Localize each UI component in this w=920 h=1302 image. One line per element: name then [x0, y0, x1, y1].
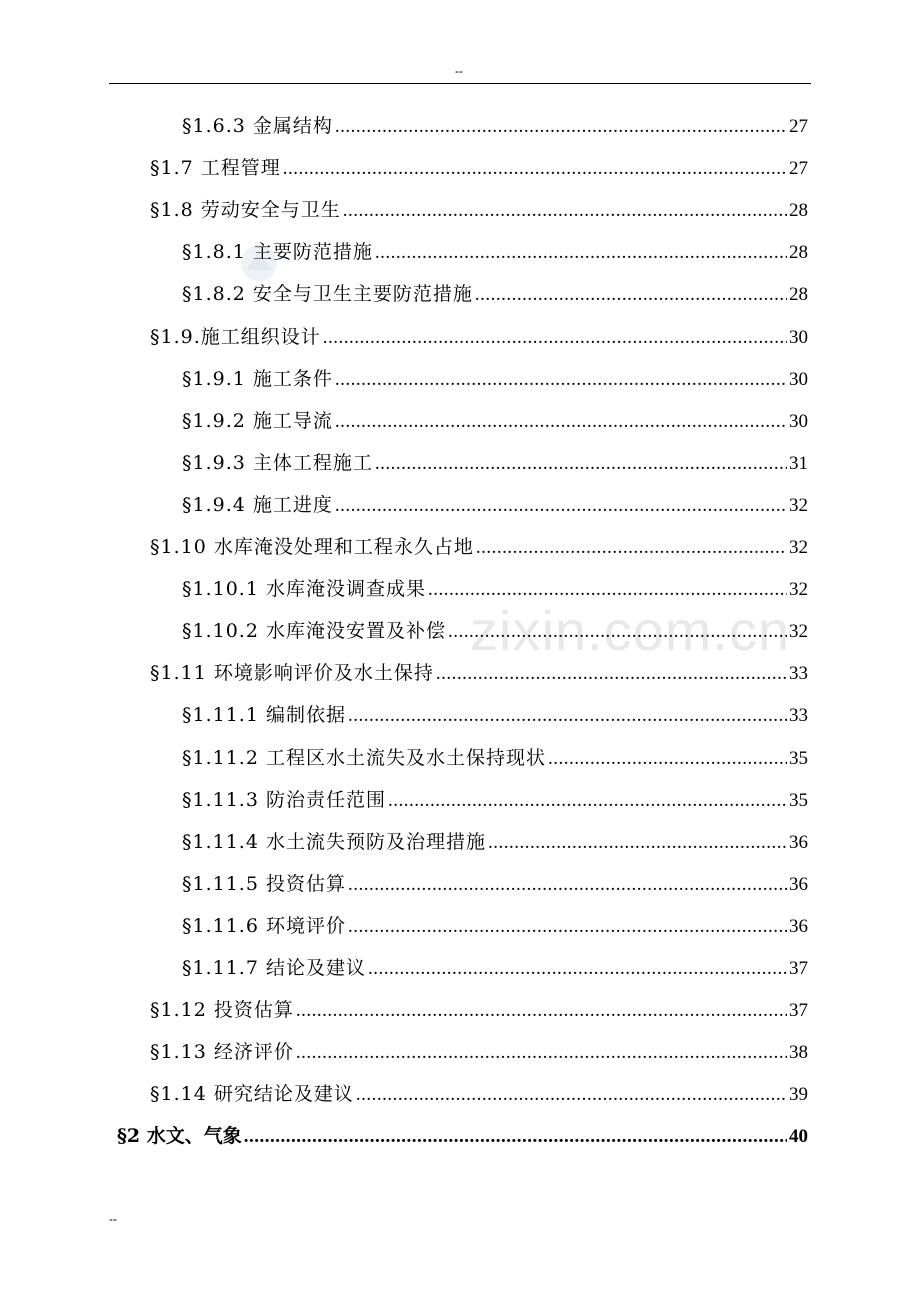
toc-entry-label: §1.13 经济评价	[150, 1041, 294, 1064]
toc-entry[interactable]	[182, 448, 808, 478]
toc-entry-label: §1.9.1 施工条件	[182, 367, 333, 390]
toc-entry-page: 40	[789, 1126, 808, 1148]
toc-entry[interactable]	[150, 322, 808, 352]
toc-entry-label: §2 水文、气象	[117, 1125, 242, 1148]
toc-dot-leader	[283, 154, 787, 184]
toc-entry-page: 30	[789, 326, 808, 348]
toc-entry-page: 32	[789, 537, 808, 558]
toc-dot-leader	[348, 701, 787, 731]
toc-entry-label: §1.9.3 主体工程施工	[182, 451, 373, 474]
toc-entry-page: 30	[789, 410, 808, 432]
toc-entry-page: 27	[789, 116, 808, 137]
toc-dot-leader	[488, 828, 787, 858]
toc-dot-leader	[375, 449, 787, 479]
toc-entry[interactable]	[182, 279, 808, 309]
toc-entry[interactable]	[117, 1121, 808, 1151]
toc-entry-page: 36	[789, 915, 808, 937]
toc-entry-page: 38	[789, 1042, 808, 1064]
toc-entry[interactable]	[182, 700, 808, 730]
toc-dot-leader	[368, 954, 787, 984]
toc-dot-leader	[476, 533, 787, 563]
toc-dot-leader	[323, 323, 787, 353]
toc-dot-leader	[335, 407, 787, 437]
toc-entry[interactable]	[182, 911, 808, 941]
toc-dot-leader	[356, 1080, 787, 1110]
toc-entry[interactable]	[182, 869, 808, 899]
toc-dot-leader	[388, 786, 787, 816]
toc-dot-leader	[296, 996, 787, 1026]
toc-dot-leader	[375, 238, 787, 268]
toc-entry-label: §1.8.1 主要防范措施	[182, 241, 373, 264]
toc-entry-page: 31	[789, 452, 808, 474]
toc-entry-page: 37	[789, 958, 808, 979]
toc-entry-page: 36	[789, 831, 808, 853]
toc-entry-label: §1.9.施工组织设计	[150, 325, 321, 348]
toc-entry-label: §1.11.4 水土流失预防及治理措施	[182, 830, 486, 853]
toc-entry[interactable]	[182, 490, 808, 520]
toc-entry-label: §1.10.2 水库淹没安置及补偿	[182, 620, 446, 643]
toc-entry-label: §1.9.4 施工进度	[182, 493, 333, 516]
footer-mark: --	[109, 1212, 117, 1226]
toc-entry[interactable]	[182, 785, 808, 815]
toc-entry-page: 28	[789, 284, 808, 306]
toc-dot-leader	[335, 491, 787, 521]
toc-entry[interactable]	[150, 532, 808, 562]
toc-dot-leader	[475, 280, 787, 310]
toc-entry[interactable]	[150, 1079, 808, 1109]
toc-dot-leader	[348, 912, 787, 942]
toc-entry-label: §1.12 投资估算	[150, 999, 294, 1022]
toc-entry-page: 32	[789, 579, 808, 601]
toc-entry[interactable]	[182, 827, 808, 857]
toc-entry-label: §1.8.2 安全与卫生主要防范措施	[182, 283, 473, 306]
toc-entry[interactable]	[182, 237, 808, 267]
toc-entry-page: 33	[789, 663, 808, 685]
toc-entry-page: 30	[789, 368, 808, 390]
toc-entry[interactable]	[150, 658, 808, 688]
toc-entry-label: §1.6.3 金属结构	[182, 115, 333, 137]
toc-dot-leader	[296, 1038, 787, 1068]
toc-entry-page: 32	[789, 621, 808, 643]
toc-entry-page: 27	[789, 158, 808, 180]
toc-entry[interactable]	[182, 953, 808, 983]
toc-entry-label: §1.7 工程管理	[150, 157, 281, 180]
toc-entry-page: 28	[789, 242, 808, 264]
toc-entry-label: §1.10.1 水库淹没调查成果	[182, 578, 426, 601]
toc-entry-page: 32	[789, 494, 808, 516]
toc-dot-leader	[448, 617, 787, 647]
toc-entry-label: §1.11.2 工程区水土流失及水土保持现状	[182, 746, 546, 769]
toc-entry-label: §1.10 水库淹没处理和工程永久占地	[150, 536, 474, 558]
toc-entry[interactable]	[182, 574, 808, 604]
header-rule	[109, 83, 811, 84]
toc-entry-label: §1.11.5 投资估算	[182, 872, 346, 895]
toc-entry[interactable]	[182, 406, 808, 436]
toc-entry[interactable]	[182, 616, 808, 646]
toc-entry[interactable]	[150, 195, 808, 225]
toc-dot-leader	[244, 1122, 787, 1152]
toc-entry-page: 35	[789, 789, 808, 811]
toc-entry[interactable]	[150, 1037, 808, 1067]
watermark-text: zixin.com.cn	[470, 599, 791, 662]
toc-dot-leader	[335, 112, 787, 142]
toc-entry-page: 39	[789, 1084, 808, 1106]
toc-entry-label: §1.11.1 编制依据	[182, 704, 346, 727]
toc-entry[interactable]	[182, 743, 808, 773]
toc-entry-label: §1.9.2 施工导流	[182, 409, 333, 432]
toc-entry[interactable]	[182, 364, 808, 394]
toc-entry[interactable]	[150, 153, 808, 183]
toc-entry-label: §1.11.6 环境评价	[182, 914, 346, 937]
toc-dot-leader	[335, 365, 787, 395]
toc-entry-label: §1.11.7 结论及建议	[182, 957, 366, 979]
toc-entry-page: 28	[789, 200, 808, 222]
toc-dot-leader	[436, 659, 787, 689]
toc-entry-label: §1.11.3 防治责任范围	[182, 788, 386, 811]
toc-entry-label: §1.8 劳动安全与卫生	[150, 199, 341, 222]
toc-entry-page: 35	[789, 747, 808, 769]
toc-entry-label: §1.14 研究结论及建议	[150, 1083, 354, 1106]
toc-dot-leader	[548, 744, 787, 774]
toc-dot-leader	[428, 575, 787, 605]
toc-entry[interactable]	[182, 111, 808, 141]
toc-entry-page: 33	[789, 705, 808, 727]
toc-entry-page: 36	[789, 873, 808, 895]
toc-entry[interactable]	[150, 995, 808, 1025]
toc-entry-page: 37	[789, 1000, 808, 1022]
header-mark: --	[455, 64, 463, 78]
toc-dot-leader	[343, 196, 787, 226]
toc-entry-label: §1.11 环境影响评价及水土保持	[150, 662, 434, 685]
toc-dot-leader	[348, 870, 787, 900]
